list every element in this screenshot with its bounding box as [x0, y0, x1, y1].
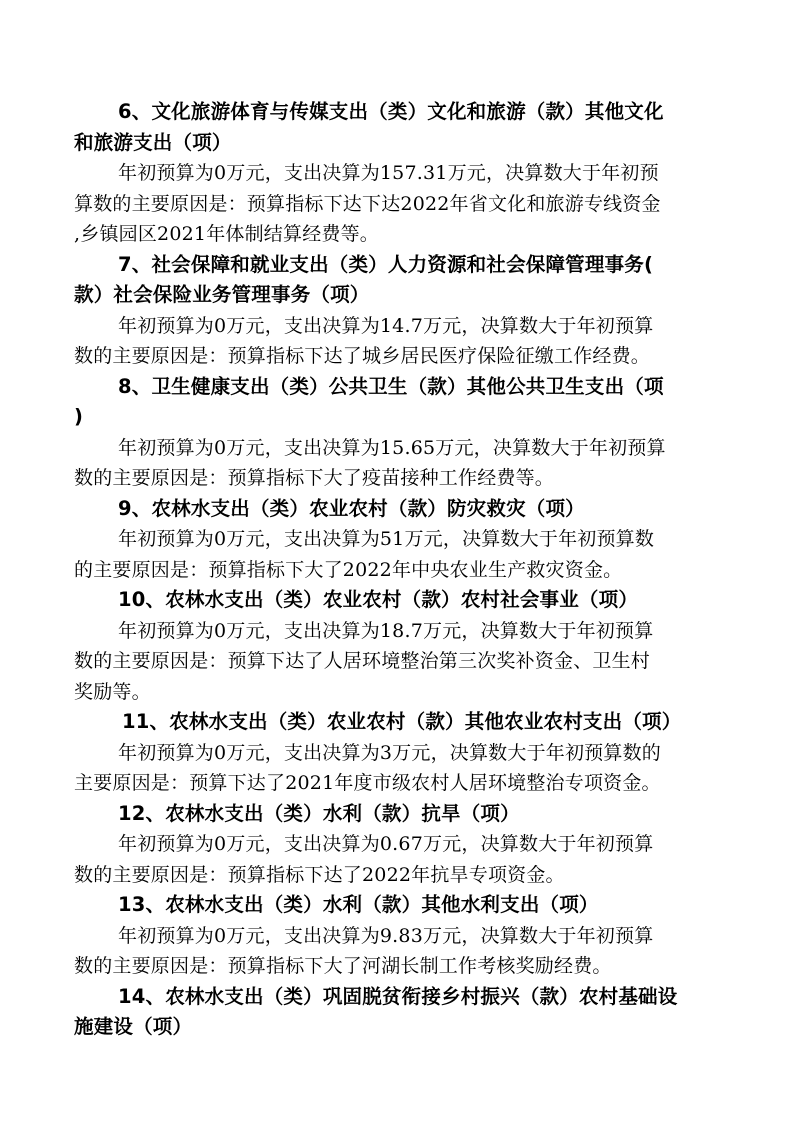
document-body: [74, 97, 722, 1043]
paragraph-line: 的主要原因是：预算指标下大了2022年中央农业生产救灾资金。: [74, 558, 623, 581]
paragraph-line: 年初预算为0万元，支出决算为9.83万元，决算数大于年初预算: [118, 924, 654, 947]
section-heading-7-cont: 款）社会保险业务管理事务（项）: [74, 283, 370, 306]
paragraph-line: ,乡镇园区2021年体制结算经费等。: [74, 223, 379, 245]
paragraph-line: 数的主要原因是：预算下达了人居环境整治第三次奖补资金、卫生村: [74, 650, 651, 672]
section-heading-14: 14、农林水支出（类）巩固脱贫衔接乡村振兴（款）农村基础设: [118, 984, 678, 1008]
paragraph-line: 年初预算为0万元，支出决算为0.67万元，决算数大于年初预算: [118, 833, 654, 855]
section-heading-12: 12、农林水支出（类）水利（款）抗旱（项）: [118, 801, 520, 825]
paragraph-line: 年初预算为0万元，支出决算为3万元，决算数大于年初预算数的: [118, 741, 661, 764]
paragraph-line: 年初预算为0万元，支出决算为14.7万元，决算数大于年初预算: [118, 314, 654, 337]
paragraph-line: 年初预算为0万元，支出决算为51万元，决算数大于年初预算数: [118, 528, 655, 550]
paragraph-line: 年初预算为0万元，支出决算为18.7万元，决算数大于年初预算: [118, 619, 654, 642]
section-heading-8-cont: ): [74, 405, 84, 428]
paragraph-line: 算数的主要原因是：预算指标下达下达2022年省文化和旅游专线资金: [74, 192, 661, 215]
paragraph-line: 数的主要原因是：预算指标下达了城乡居民医疗保险征缴工作经费。: [74, 345, 651, 367]
section-heading-7: 7、社会保障和就业支出（类）人力资源和社会保障管理事务(: [118, 252, 654, 276]
section-heading-6-cont: 和旅游支出（项）: [74, 130, 232, 154]
paragraph-line: 奖励等。: [74, 680, 151, 703]
section-heading-9: 9、农林水支出（类）农业农村（款）防灾救灾（项）: [118, 496, 585, 520]
section-heading-6: 6、文化旅游体育与传媒支出（类）文化和旅游（款）其他文化: [118, 100, 664, 123]
paragraph-line: 主要原因是：预算下达了2021年度市级农村人居环境整治专项资金。: [74, 772, 661, 794]
section-heading-11: 11、农林水支出（类）农业农村（款）其他农业农村支出（项）: [122, 710, 682, 733]
paragraph-line: 年初预算为0万元，支出决算为15.65万元，决算数大于年初预算: [118, 436, 666, 459]
section-heading-14-cont: 施建设（项）: [74, 1015, 193, 1038]
paragraph-line: 数的主要原因是：预算指标下大了疫苗接种工作经费等。: [74, 467, 555, 489]
paragraph-line: 年初预算为0万元，支出决算为157.31万元，决算数大于年初预: [118, 162, 659, 184]
section-heading-10: 10、农林水支出（类）农业农村（款）农村社会事业（项）: [118, 588, 639, 611]
paragraph-line: 数的主要原因是：预算指标下达了2022年抗旱专项资金。: [74, 863, 565, 886]
paragraph-line: 数的主要原因是：预算指标下大了河湖长制工作考核奖励经费。: [74, 955, 612, 977]
section-heading-13: 13、农林水支出（类）水利（款）其他水利支出（项）: [118, 893, 599, 916]
section-heading-8: 8、卫生健康支出（类）公共卫生（款）其他公共卫生支出（项: [118, 374, 664, 398]
